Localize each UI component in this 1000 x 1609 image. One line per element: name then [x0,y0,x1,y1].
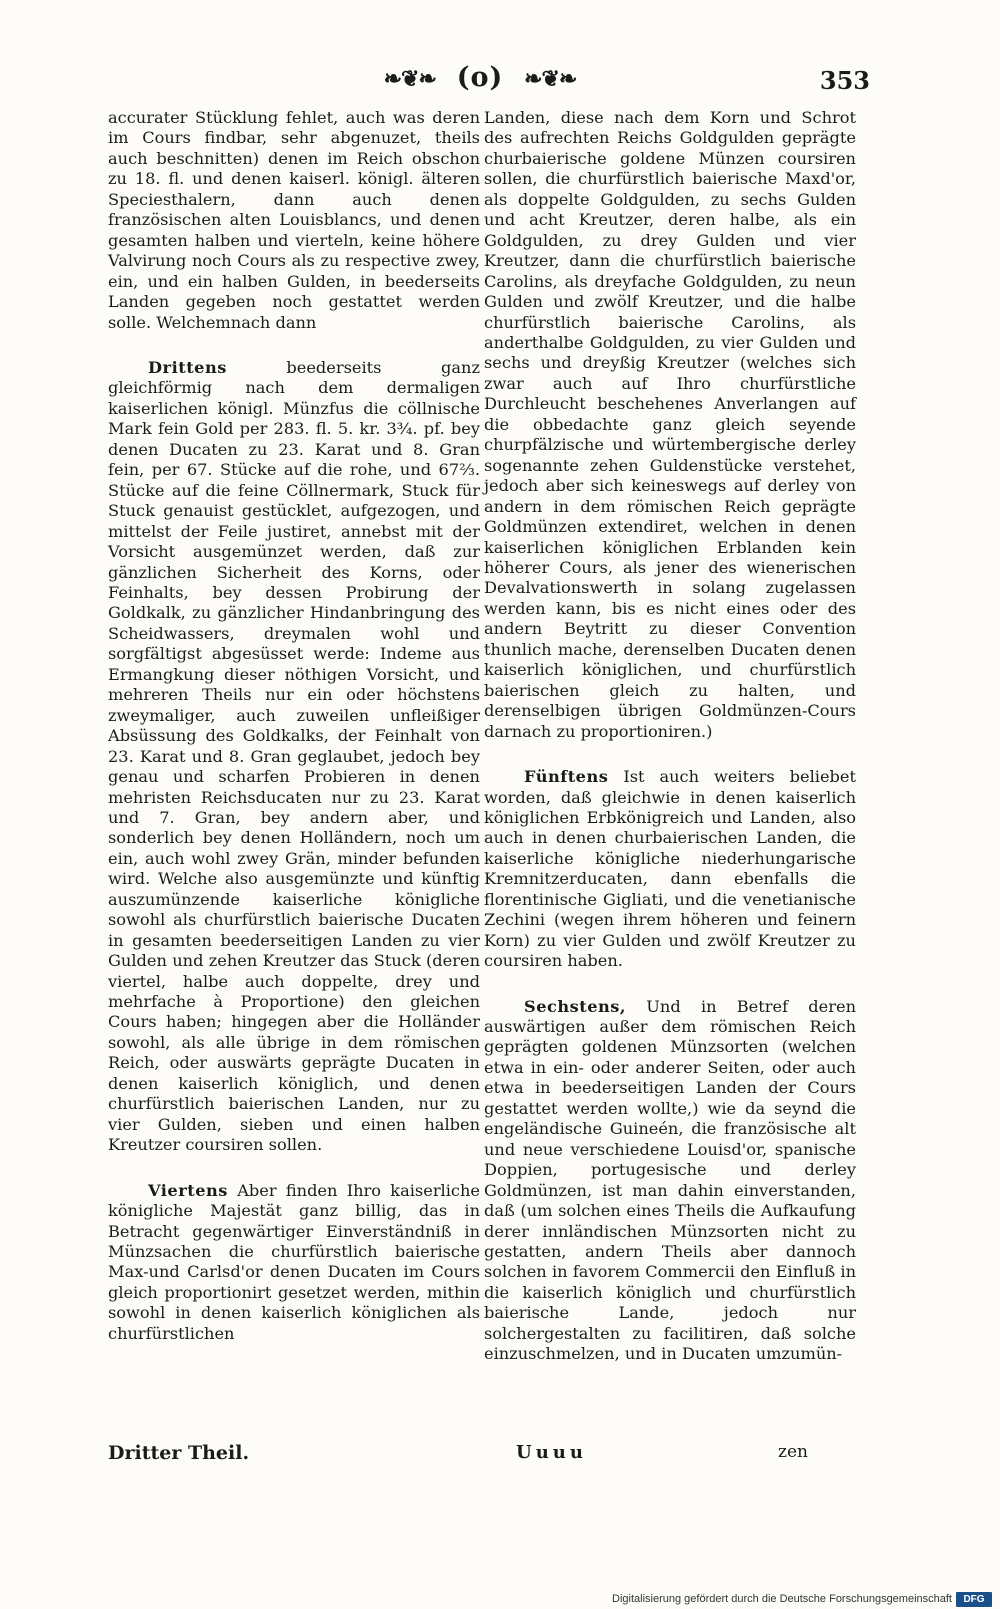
right-paragraph-1: Landen, diese nach dem Korn und Schrot des aufrechten Reichs Goldgulden geprägte churbaierische goldene Münzen coursiren sollen, die churfürstlich baierische Maxd'or, als doppelte Goldgulden, zu sechs Gulden und acht Kreutzer, deren halbe, als ein Goldgulden, zu drey Gulden und vier Kreutzer, dann die churfürstlich baierische Carolins, als dreyfache Goldgulden, zu neun Gulden und zwölf Kreutzer, und die halbe churfürstlich baierische Carolins, als anderthalbe Goldgulden, zu vier Gulden und sechs und dreyßig Kreutzer (welches sich zwar auch auf Ihro churfürstliche Durchleucht beschehenes Anverlangen auf die obbedachte ganz gleich seyende churpfälzische und würtembergische derley sogenannte zehen Guldenstücke verstehet, jedoch aber sich keineswegs auf derley von andern in dem römischen Reich geprägte Goldmünzen extendiret, welchen in denen kaiserlichen königlichen Erblanden kein höherer Cours, als jener des wienerischen Devalvationswerth in solang zugelassen werden kann, bis es nicht eines oder des andern Beytritt zu dieser Convention thunlich mache, derenselben Ducaten denen kaiserlich königlichen, und churfürstlich baierischen gleich zu halten, und derenselbigen übrigen Goldmünzen-Cours darnach zu proportioniren.) [484,108,856,741]
dfg-logo: DFG [956,1592,992,1607]
running-header [100,62,860,102]
ornament-right-icon: ❧❦❧ [524,66,577,92]
right-column [484,108,856,1365]
section-keyword-viertens: Viertens [148,1180,228,1200]
page-number: 353 [819,66,870,95]
section-keyword-sechstens: Sechstens, [524,996,627,1016]
right-paragraph-3 [484,997,856,1365]
digitization-credit: Digitalisierung gefördert durch die Deutsche Forschungsgemeinschaft [612,1593,952,1605]
left-paragraph-2 [108,358,480,1156]
right-paragraph-2 [484,767,856,972]
header-title: (o) [456,62,504,93]
left-column [108,108,480,1344]
catchword: zen [778,1442,808,1462]
part-signature: Dritter Theil. [108,1442,250,1464]
section-keyword-drittens: Drittens [148,357,227,377]
right-paragraph-3-text: Und in Betref deren auswärtigen außer dem römischen Reich geprägten goldenen Münzsorten (welchen etwa in ein- oder anderer Seiten, oder auch etwa in beederseitigen Landen der Cours gestattet werden wollte,) wie da seynd die engeländische Guineén, die französische alt und neue verschiedene Louisd'or, spanische Doppien, portugesische und derley Goldmünzen, ist man dahin einverstanden, daß (um solchen eines Theils die Aufkaufung derer innländischen Münzsorten nicht zu gestatten, andern Theils aber dannoch solchen in favorem Commercii den Einfluß in die kaiserlich königlich und churfürstlich baierische Lande, jedoch nur solchergestalten zu facilitiren, daß solche einzuschmelzen, und in Ducaten umzumün- [484,996,856,1364]
sheet-signature-mark: Uuuu [516,1442,587,1463]
section-keyword-fuenftens: Fünftens [524,767,609,787]
left-paragraph-1: accurater Stücklung fehlet, auch was deren im Cours findbar, sehr abgenuzet, theils auch beschnitten) denen im Reich obschon zu 18. fl. und denen kaiserl. königl. älteren Speciesthalern, dann auch denen französischen alten Louisblancs, und denen gesamten halben und vierteln, keine höhere Valvirung noch Cours als zu respective zwey, ein, und ein halben Gulden, in beederseits Landen gegeben noch gestattet werden solle. Welchemnach dann [108,108,480,332]
right-paragraph-2-text: Ist auch weiters beliebet worden, daß gleichwie in denen kaiserlich königlichen Erbkönigreich und Landen, also auch in denen churbaierischen Landen, die kaiserliche königliche niederhungarische Kremnitzerducaten, dann ebenfalls die florentinische Gigliati, und die venetianische Zechini (wegen ihrem höheren und feinern Korn) zu vier Gulden und zwölf Kreutzer zu coursiren haben. [484,767,856,971]
left-paragraph-3 [108,1181,480,1345]
left-paragraph-2-text: beederseits ganz gleichförmig nach dem dermaligen kaiserlichen königl. Münzfus die cöllnische Mark fein Gold per 283. fl. 5. kr. 3¾. pf. bey denen Ducaten zu 23. Karat und 8. Gran fein, per 67. Stücke auf die rohe, und 67⅔. Stücke auf die feine Cöllnermark, Stuck für Stuck genauist gestücklet, aufgezogen, und mittelst der Feile justiret, annebst mit der Vorsicht ausgemünzet werden, daß zur gänzlichen Sicherheit des Korns, oder Feinhalts, bey dessen Probirung der Goldkalk, zu gänzlicher Hindanbringung des Scheidwassers, dreymalen wohl und sorgfältigst abgesüsset werde: Indeme aus Ermangkung dieser nöthigen Vorsicht, und mehreren Theils nur ein oder höchstens zweymaliger, auch zuweilen unfleißiger Absüssung des Goldkalks, der Feinhalt von 23. Karat und 8. Gran geglaubet, jedoch bey genau und scharfen Probieren in denen mehristen Reichsducaten nur zu 23. Karat und 7. Gran, bey andern aber, und sonderlich bey denen Holländern, noch um ein, auch wohl zwey Grän, minder befunden wird. Welche also ausgemünzte und künftig auszumünzende kaiserliche königliche sowohl als churfürstlich baierische Ducaten in gesamten beederseitigen Landen zu vier Gulden und zehen Kreutzer das Stuck (deren viertel, halbe auch doppelte, drey und mehrfache à Proportione) den gleichen Cours haben; hingegen aber die Holländer sowohl, als alle übrige in dem römischen Reich, oder auswärts geprägte Ducaten in denen kaiserlich königlich, und denen churfürstlich baierischen Landen, nur zu vier Gulden, sieben und einen halben Kreutzer coursiren sollen. [108,357,480,1155]
ornament-left-icon: ❧❦❧ [383,66,436,92]
left-paragraph-3-text: Aber finden Ihro kaiserliche königliche Majestät ganz billig, das in Betracht gegenwärtiger Einverständniß in Münzsachen die churfürstlich baierische Max-und Carlsd'or denen Ducaten im Cours gleich proportionirt gesetzet werden, mithin sowohl in denen kaiserlich königlichen als churfürstlichen [108,1180,480,1343]
